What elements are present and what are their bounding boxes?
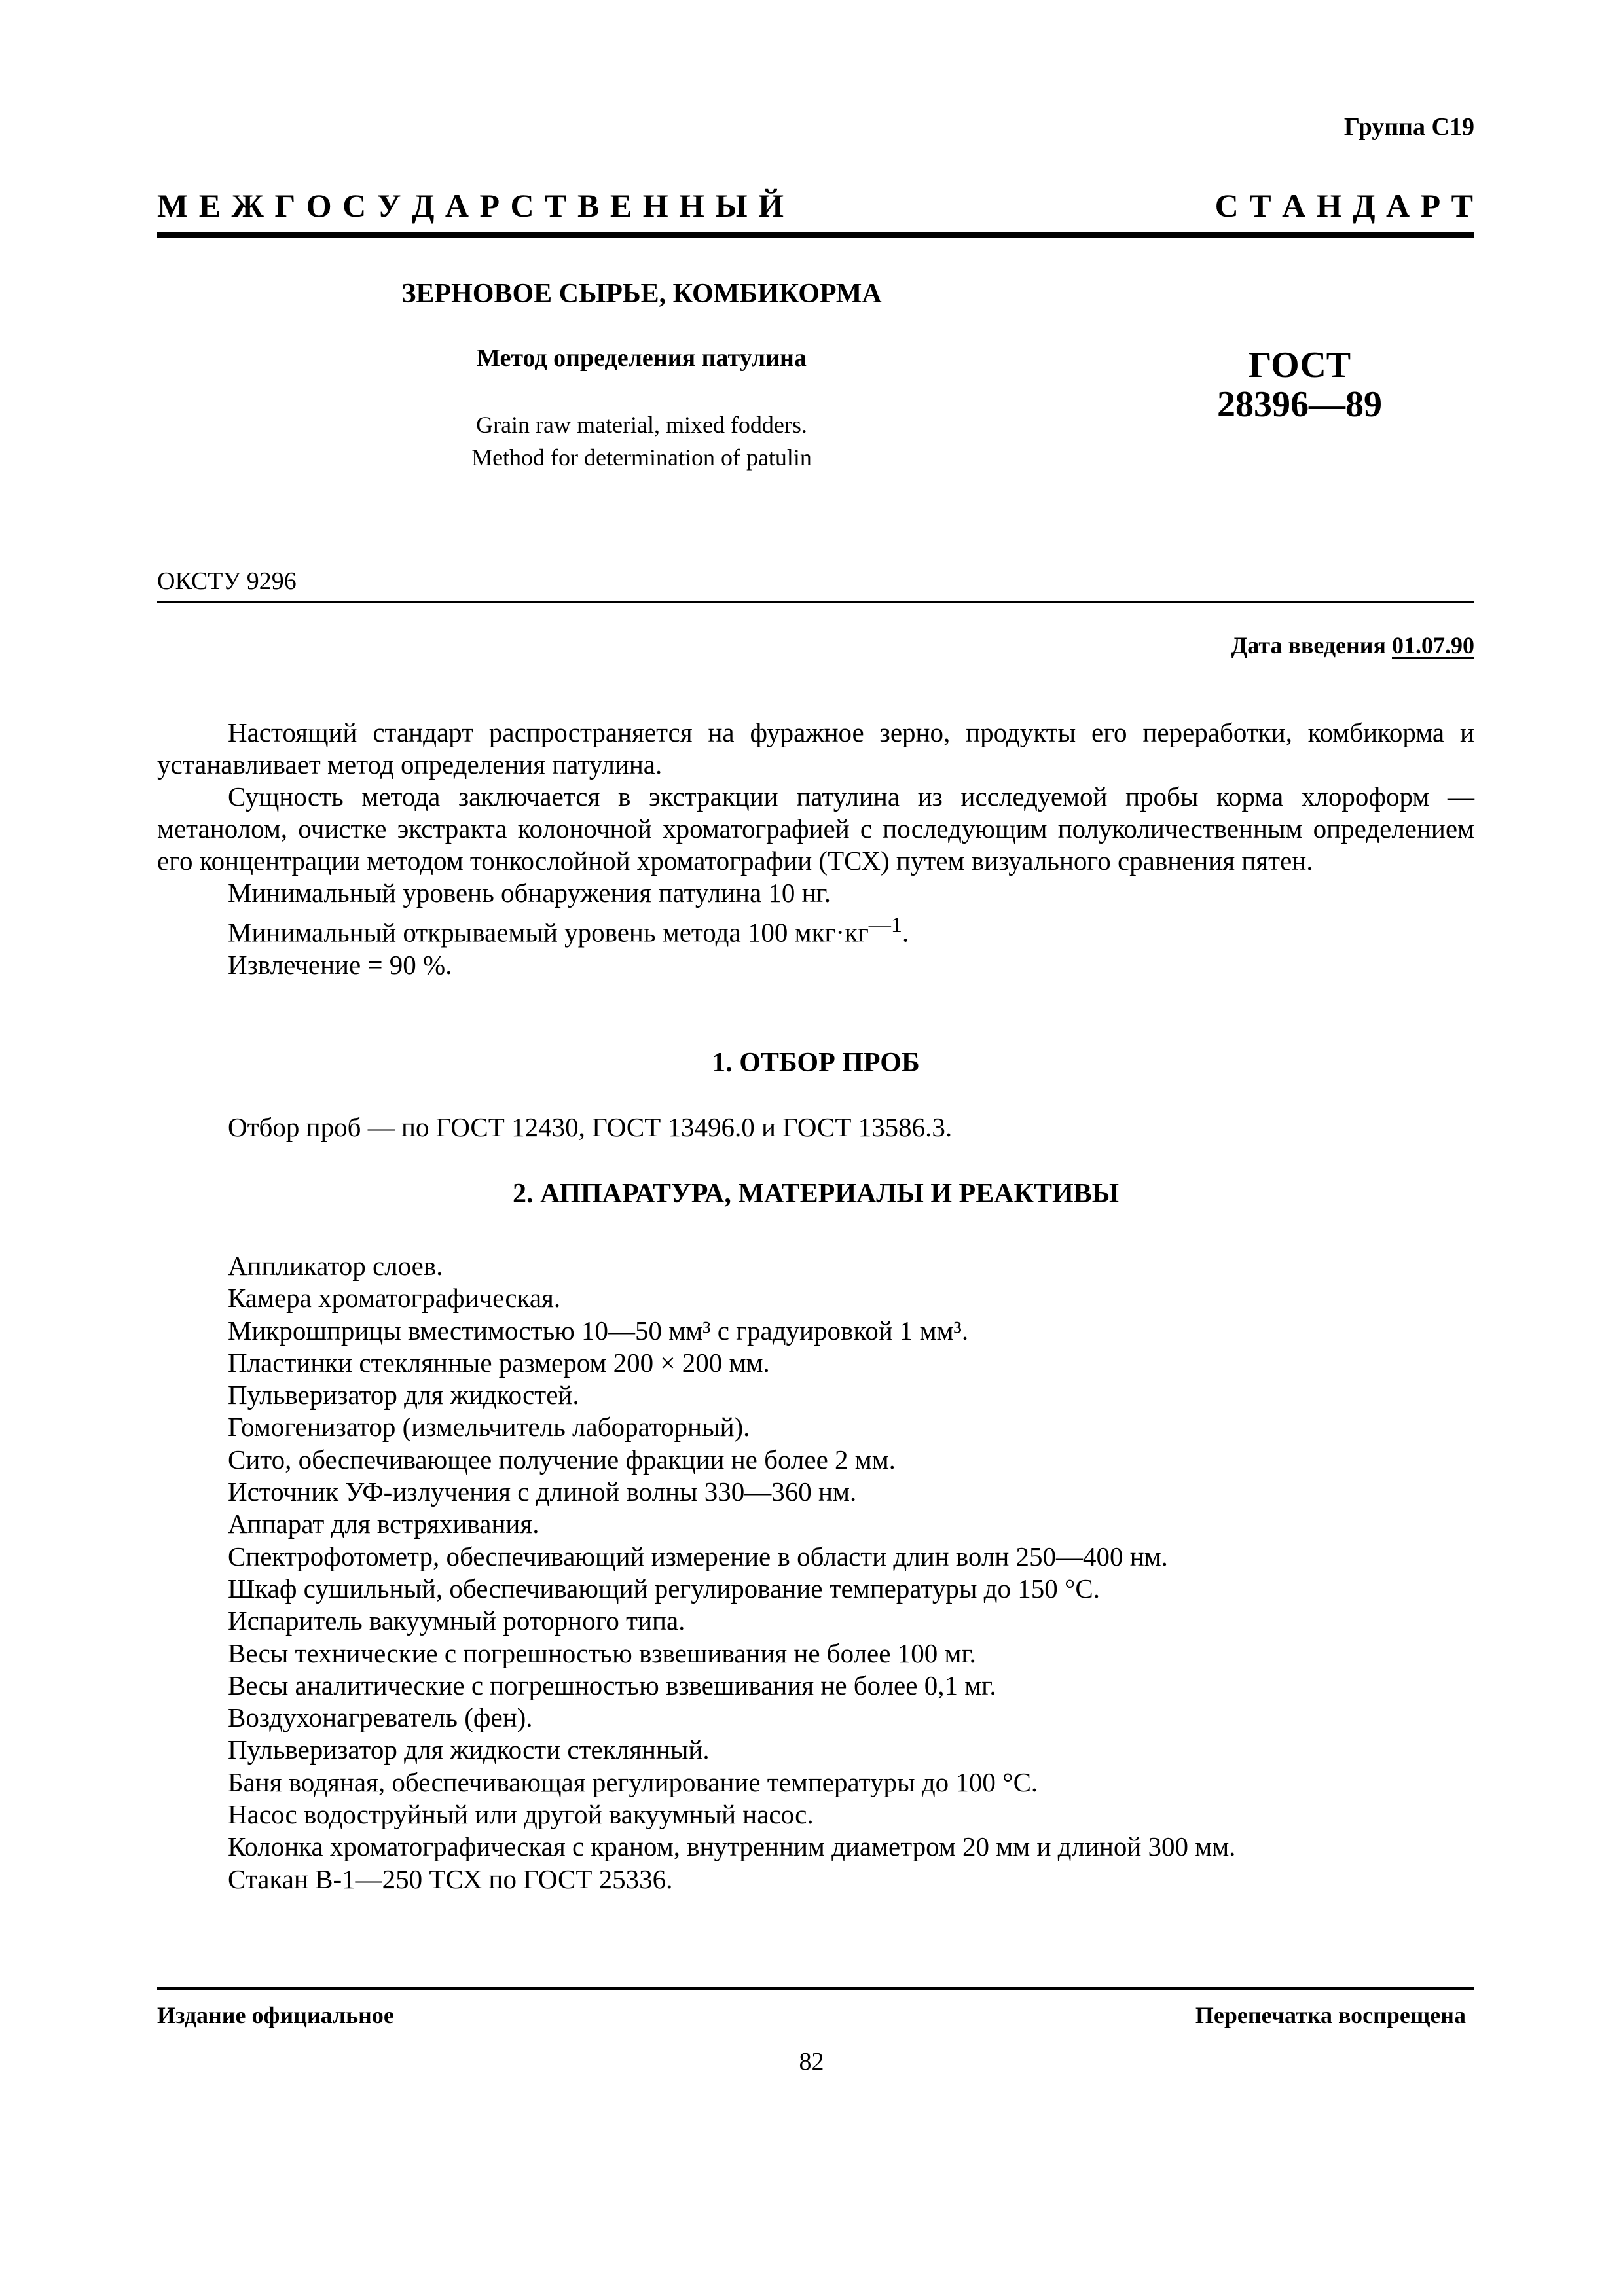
list-item: Колонка хроматографическая с краном, внутренним диаметром 20 мм и длиной 300 мм. xyxy=(228,1831,1236,1862)
top-rule xyxy=(157,232,1474,238)
list-item: Источник УФ-излучения с длиной волны 330—360 нм. xyxy=(228,1477,857,1507)
list-item: Микрошприцы вместимостью 10—50 мм³ с градуировкой 1 мм³. xyxy=(228,1315,969,1346)
list-item: Пластинки стеклянные размером 200 × 200 мм. xyxy=(228,1347,770,1378)
bottom-rule xyxy=(157,1987,1474,1990)
footer-official-edition: Издание официальное xyxy=(157,2002,394,2028)
title-english-line2: Method for determination of patulin xyxy=(471,444,812,471)
page-number: 82 xyxy=(799,2048,824,2075)
section-1-heading: 1. ОТБОР ПРОБ xyxy=(712,1048,920,1078)
apparatus-list xyxy=(228,1250,1472,1895)
list-item: Спектрофотометр, обеспечивающий измерение в области длин волн 250—400 нм. xyxy=(228,1541,1168,1571)
document-subtitle: Метод определения патулина xyxy=(477,344,807,372)
list-item: Пульверизатор для жидкости стеклянный. xyxy=(228,1734,710,1765)
title-block xyxy=(314,278,969,474)
list-item: Баня водяная, обеспечивающая регулирование температуры до 100 °С. xyxy=(228,1767,1038,1797)
introduction-date xyxy=(1231,632,1475,659)
intro-text xyxy=(157,717,1474,981)
section-1-text: Отбор проб — по ГОСТ 12430, ГОСТ 13496.0 и ГОСТ 13586.3. xyxy=(228,1112,953,1142)
intro-paragraph-extraction: Извлечение = 90 %. xyxy=(228,949,452,980)
min-level-exponent: —1 xyxy=(868,913,902,937)
intro-paragraph-detection: Минимальный уровень обнаружения патулина 10 нг. xyxy=(228,878,831,908)
list-item: Шкаф сушильный, обеспечивающий регулирование температуры до 150 °С. xyxy=(228,1573,1101,1604)
list-item: Насос водоструйный или другой вакуумный насос. xyxy=(228,1799,814,1830)
list-item: Камера хроматографическая. xyxy=(228,1283,561,1314)
middle-rule xyxy=(157,601,1474,603)
title-english-line1: Grain raw material, mixed fodders. xyxy=(476,412,807,438)
intro-paragraph-essence: Сущность метода заключается в экстракции патулина из исследуемой пробы корма хлороформ — метанолом, очистке экстракта колоночной хроматографией с последующим полуколичественным определением его концентрации методом тонкослойной хроматографии (ТСХ) путем визуального сравнения пятен. xyxy=(157,781,1474,876)
group-code: Группа С19 xyxy=(1343,113,1474,141)
footer-reprint-prohibited: Перепечатка воспрещена xyxy=(1195,2002,1466,2028)
list-item: Гомогенизатор (измельчитель лабораторный). xyxy=(228,1412,750,1443)
list-item: Аппликатор слоев. xyxy=(228,1251,443,1281)
list-item: Стакан В-1—250 ТСХ по ГОСТ 25336. xyxy=(228,1863,673,1894)
list-item: Весы аналитические с погрешностью взвешивания не более 0,1 мг. xyxy=(228,1670,996,1700)
banner-word-interstate: М Е Ж Г О С У Д А Р С Т В Е Н Н Ы Й xyxy=(157,187,785,224)
list-item: Весы технические с погрешностью взвешивания не более 100 мг. xyxy=(228,1638,976,1668)
okstu-code: ОКСТУ 9296 xyxy=(157,567,297,595)
list-item: Сито, обеспечивающее получение фракции не более 2 мм. xyxy=(228,1444,896,1475)
min-level-text: Минимальный открываемый уровень метода 100 мкг·кг xyxy=(228,917,869,948)
list-item: Воздухонагреватель (фен). xyxy=(228,1702,533,1733)
gost-label: ГОСТ xyxy=(1248,345,1351,386)
list-item: Аппарат для встряхивания. xyxy=(228,1509,539,1539)
min-level-end: . xyxy=(902,917,909,948)
gost-designation xyxy=(1192,346,1408,424)
section-2-heading: 2. АППАРАТУРА, МАТЕРИАЛЫ И РЕАКТИВЫ xyxy=(513,1179,1119,1209)
intro-paragraph-min-level xyxy=(157,909,1474,949)
intro-paragraph-scope: Настоящий стандарт распространяется на фуражное зерно, продукты его переработки, комбикорма и устанавливает метод определения патулина. xyxy=(157,717,1474,780)
introduction-date-label: Дата введения xyxy=(1231,632,1386,658)
banner-word-standard: С Т А Н Д А Р Т xyxy=(1214,187,1474,224)
gost-number: 28396—89 xyxy=(1217,384,1382,425)
document-title: ЗЕРНОВОЕ СЫРЬЕ, КОМБИКОРМА xyxy=(401,279,882,309)
list-item: Пульверизатор для жидкостей. xyxy=(228,1380,579,1410)
introduction-date-value: 01.07.90 xyxy=(1392,632,1474,658)
list-item: Испаритель вакуумный роторного типа. xyxy=(228,1605,685,1636)
